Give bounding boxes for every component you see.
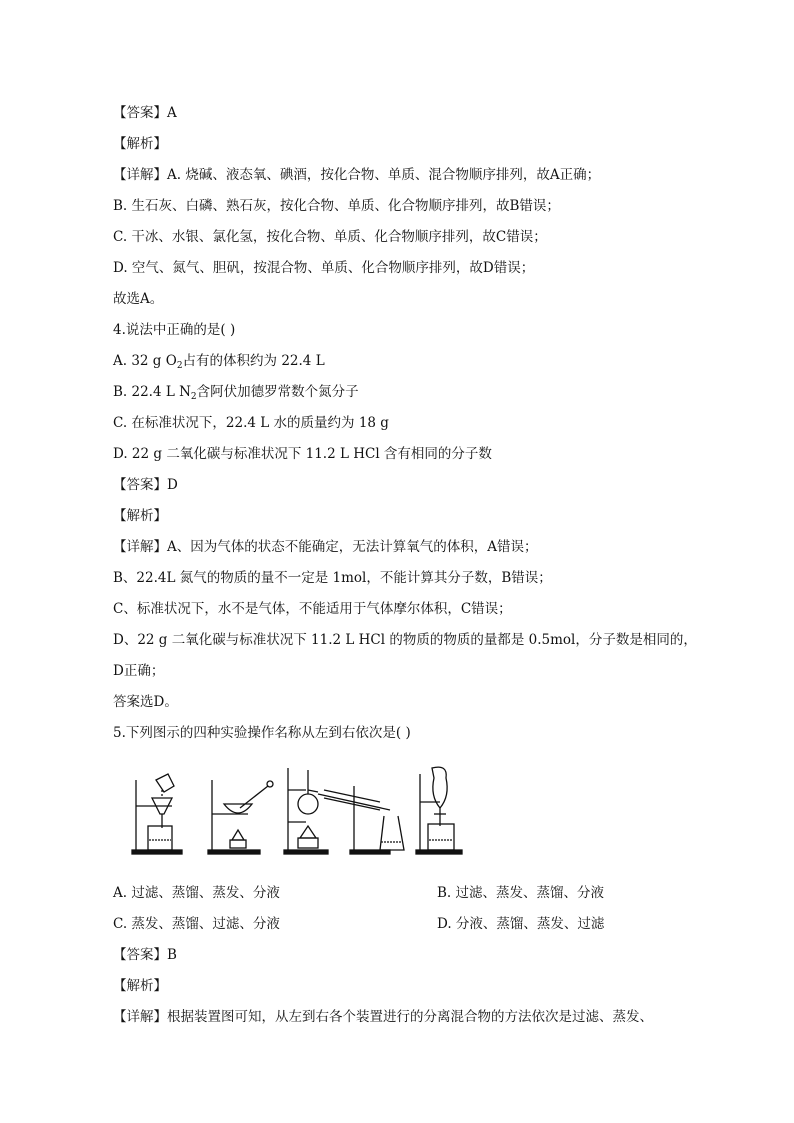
conclusion-q3: 故选A。 (113, 291, 164, 307)
detail-line-a: 【详解】A. 烧碱、液态氧、碘酒，按化合物、单质、混合物顺序排列，故A正确； (113, 167, 601, 183)
q4-detail-4: D、22 g 二氧化碳与标准状况下 11.2 L HCl 的物质的物质的量都是 0.5mol，分子数是相同的， (113, 632, 697, 648)
question-4-option-c: C. 在标准状况下，22.4 L 水的质量约为 18 g (113, 415, 389, 431)
answer-label-q5: 【答案】B (113, 947, 177, 963)
option-b-post: 含阿伏加德罗常数个氮分子 (196, 384, 359, 400)
question-5-option-a: A. 过滤、蒸馏、蒸发、分液 (113, 885, 280, 901)
question-4-option-d: D. 22 g 二氧化碳与标准状况下 11.2 L HCl 含有相同的分子数 (113, 446, 492, 462)
analysis-label-q3: 【解析】 (113, 136, 167, 152)
question-4-option-a (113, 352, 325, 372)
distillation-apparatus (284, 768, 404, 854)
evaporation-apparatus (208, 780, 273, 854)
answer-label-q4: 【答案】D (113, 477, 178, 493)
answer-label-q3: 【答案】A (113, 105, 177, 121)
question-5-stem: 5.下列图示的四种实验操作名称从左到右依次是( ) (113, 725, 411, 741)
lab-apparatus-figure (128, 760, 464, 860)
detail-line-d: D. 空气、氮气、胆矾，按混合物、单质、化合物顺序排列，故D错误； (113, 260, 535, 276)
q4-detail-3: C、标准状况下，水不是气体，不能适用于气体摩尔体积，C错误； (113, 601, 512, 617)
q4-detail-1: 【详解】A、因为气体的状态不能确定，无法计算氧气的体积，A错误； (113, 539, 538, 555)
q4-detail-2: B、22.4L 氮气的物质的量不一定是 1mol，不能计算其分子数，B错误； (113, 570, 552, 586)
detail-line-c: C. 干冰、水银、氯化氢，按化合物、单质、化合物顺序排列，故C错误； (113, 229, 547, 245)
analysis-label-q4: 【解析】 (113, 508, 167, 524)
question-5-option-b: B. 过滤、蒸发、蒸馏、分液 (437, 885, 605, 901)
detail-line-b: B. 生石灰、白磷、熟石灰，按化合物、单质、化合物顺序排列，故B错误； (113, 198, 560, 214)
option-b-pre: B. 22.4 L N (113, 384, 191, 400)
analysis-label-q5: 【解析】 (113, 978, 167, 994)
option-a-sub: 2 (176, 361, 183, 371)
option-a-pre: A. 32 g O (113, 353, 177, 369)
filtration-apparatus (132, 774, 182, 854)
question-5-option-c: C. 蒸发、蒸馏、过滤、分液 (113, 916, 280, 932)
q4-conclusion: 答案选D。 (113, 694, 178, 710)
option-b-sub: 2 (190, 392, 197, 402)
question-5-option-d: D. 分液、蒸馏、蒸发、过滤 (437, 916, 605, 932)
q4-detail-5: D正确； (113, 663, 165, 679)
question-4-option-b (113, 383, 359, 403)
q5-detail: 【详解】根据装置图可知，从左到右各个装置进行的分离混合物的方法依次是过滤、蒸发、 (113, 1009, 653, 1025)
separatory-funnel-apparatus (416, 767, 462, 854)
question-4-stem: 4.说法中正确的是( ) (113, 322, 236, 338)
option-a-post: 占有的体积约为 22.4 L (182, 353, 325, 369)
